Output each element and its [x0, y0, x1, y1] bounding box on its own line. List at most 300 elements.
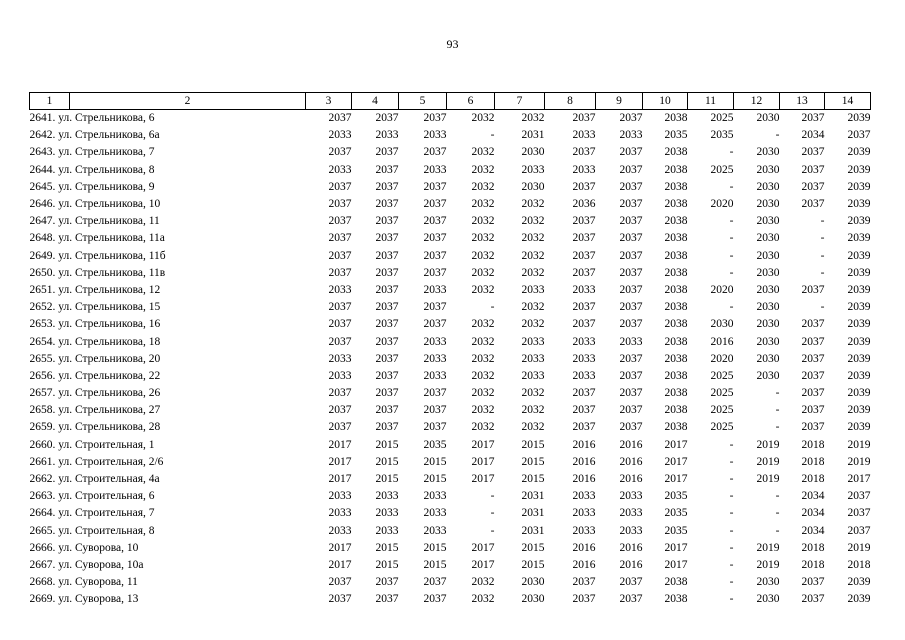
year-cell: 2035 [664, 507, 688, 520]
table-row [30, 265, 871, 282]
column-header: 5 [399, 93, 447, 110]
year-cell: - [775, 421, 780, 434]
year-cell: 2033 [572, 490, 596, 503]
year-cell: 2033 [328, 129, 352, 142]
year-cell: 2037 [328, 146, 352, 159]
year-cell: - [729, 490, 734, 503]
table-row [30, 385, 871, 402]
row-number: 2667. [29, 558, 56, 571]
street-address: ул. Стрельникова, 9 [58, 180, 155, 193]
year-cell: 2017 [664, 473, 688, 486]
year-cell: 2037 [375, 387, 399, 400]
year-cell: 2037 [801, 112, 825, 125]
table-row [30, 196, 871, 213]
year-cell: 2037 [801, 318, 825, 331]
year-cell: 2033 [423, 524, 447, 537]
year-cell: 2039 [847, 112, 871, 125]
year-cell: 2030 [756, 249, 780, 262]
year-cell: 2015 [375, 455, 399, 468]
year-cell: 2037 [328, 593, 352, 606]
table-row [30, 471, 871, 488]
year-cell: 2032 [471, 180, 495, 193]
year-cell: 2039 [847, 369, 871, 382]
year-cell: 2034 [801, 490, 825, 503]
year-cell: 2037 [572, 266, 596, 279]
year-cell: 2017 [471, 558, 495, 571]
address-cell [30, 316, 306, 333]
year-cell: 2038 [664, 369, 688, 382]
table-row [30, 419, 871, 436]
year-cell: 2038 [664, 163, 688, 176]
address-cell [30, 591, 306, 608]
street-address: ул. Стрельникова, 26 [58, 387, 161, 400]
year-cell: 2025 [710, 163, 734, 176]
year-cell: 2038 [664, 232, 688, 245]
year-cell: - [729, 576, 734, 589]
year-cell: 2015 [521, 558, 545, 571]
year-cell: 2037 [328, 232, 352, 245]
street-address: ул. Стрельникова, 28 [58, 421, 161, 434]
address-cell [30, 523, 306, 540]
year-cell: - [729, 301, 734, 314]
year-cell: 2015 [375, 541, 399, 554]
address-cell [30, 333, 306, 350]
year-cell: - [729, 215, 734, 228]
year-cell: 2037 [572, 232, 596, 245]
row-number: 2645. [29, 180, 56, 193]
year-cell: 2037 [375, 198, 399, 211]
year-cell: 2033 [423, 129, 447, 142]
year-cell: 2019 [847, 541, 871, 554]
year-cell: 2039 [847, 163, 871, 176]
year-cell: 2032 [471, 266, 495, 279]
year-cell: - [775, 507, 780, 520]
year-cell: 2037 [423, 404, 447, 417]
year-cell: 2033 [572, 163, 596, 176]
year-cell: 2037 [572, 301, 596, 314]
year-cell: 2032 [471, 369, 495, 382]
year-cell: 2032 [471, 404, 495, 417]
column-header: 9 [596, 93, 643, 110]
year-cell: 2037 [328, 180, 352, 193]
year-cell: 2020 [710, 352, 734, 365]
year-cell: 2037 [375, 163, 399, 176]
year-cell: 2032 [521, 215, 545, 228]
year-cell: 2033 [619, 507, 643, 520]
street-address: ул. Стрельникова, 6а [58, 129, 160, 142]
year-cell: 2038 [664, 404, 688, 417]
year-cell: 2032 [521, 318, 545, 331]
year-cell: 2033 [423, 163, 447, 176]
year-cell: 2037 [801, 283, 825, 296]
year-cell: 2018 [801, 473, 825, 486]
year-cell: 2037 [375, 318, 399, 331]
year-cell: 2033 [572, 335, 596, 348]
year-cell: 2025 [710, 404, 734, 417]
year-cell: 2032 [521, 387, 545, 400]
year-cell: 2037 [423, 112, 447, 125]
year-cell: - [775, 387, 780, 400]
year-cell: 2037 [619, 421, 643, 434]
year-cell: 2019 [756, 541, 780, 554]
year-cell: 2019 [756, 455, 780, 468]
year-cell: 2025 [710, 387, 734, 400]
row-number: 2657. [29, 387, 56, 400]
table-row [30, 574, 871, 591]
year-cell: - [729, 455, 734, 468]
year-cell: 2031 [521, 129, 545, 142]
year-cell: 2037 [619, 215, 643, 228]
row-number: 2641. [29, 112, 56, 125]
table-row [30, 127, 871, 144]
row-number: 2643. [29, 146, 56, 159]
year-cell: 2015 [375, 558, 399, 571]
column-header: 1 [30, 93, 70, 110]
year-cell: 2030 [521, 180, 545, 193]
row-number: 2654. [29, 335, 56, 348]
year-cell: 2033 [521, 352, 545, 365]
year-cell: 2019 [847, 455, 871, 468]
year-cell: - [490, 129, 495, 142]
year-cell: 2032 [521, 421, 545, 434]
year-cell: 2037 [619, 404, 643, 417]
year-cell: 2037 [801, 593, 825, 606]
street-address: ул. Суворова, 10 [58, 541, 139, 554]
year-cell: 2037 [328, 215, 352, 228]
year-cell: 2037 [572, 180, 596, 193]
year-cell: 2017 [328, 455, 352, 468]
address-cell [30, 144, 306, 161]
year-cell: 2037 [423, 318, 447, 331]
year-cell: 2020 [710, 283, 734, 296]
year-cell: 2016 [619, 558, 643, 571]
year-cell: - [729, 249, 734, 262]
year-cell: 2037 [801, 404, 825, 417]
year-cell: 2037 [375, 593, 399, 606]
year-cell: 2037 [375, 352, 399, 365]
year-cell: 2038 [664, 352, 688, 365]
year-cell: 2039 [847, 301, 871, 314]
year-cell: 2030 [710, 318, 734, 331]
year-cell: 2039 [847, 335, 871, 348]
year-cell: 2038 [664, 266, 688, 279]
year-cell: 2017 [328, 541, 352, 554]
year-cell: 2038 [664, 180, 688, 193]
year-cell: - [490, 490, 495, 503]
street-address: ул. Суворова, 13 [58, 593, 139, 606]
year-cell: 2015 [521, 455, 545, 468]
year-cell: 2037 [572, 421, 596, 434]
street-address: ул. Стрельникова, 27 [58, 404, 161, 417]
street-address: ул. Строительная, 1 [58, 438, 155, 451]
year-cell: 2037 [328, 266, 352, 279]
year-cell: 2033 [328, 163, 352, 176]
street-address: ул. Стрельникова, 22 [58, 369, 161, 382]
address-cell [30, 471, 306, 488]
address-cell [30, 179, 306, 196]
row-number: 2647. [29, 215, 56, 228]
row-number: 2644. [29, 163, 56, 176]
year-cell: 2037 [801, 576, 825, 589]
year-cell: 2039 [847, 421, 871, 434]
year-cell: 2037 [619, 387, 643, 400]
year-cell: 2025 [710, 112, 734, 125]
street-address: ул. Суворова, 10а [58, 558, 144, 571]
column-header: 14 [825, 93, 871, 110]
year-cell: 2032 [521, 404, 545, 417]
year-cell: - [729, 473, 734, 486]
year-cell: 2015 [423, 558, 447, 571]
year-cell: 2017 [847, 473, 871, 486]
year-cell: 2037 [375, 421, 399, 434]
address-cell [30, 505, 306, 522]
year-cell: 2038 [664, 249, 688, 262]
column-header: 6 [447, 93, 495, 110]
year-cell: 2037 [572, 215, 596, 228]
address-cell [30, 196, 306, 213]
year-cell: 2037 [375, 180, 399, 193]
street-address: ул. Стрельникова, 8 [58, 163, 155, 176]
year-cell: 2030 [756, 352, 780, 365]
year-cell: 2032 [521, 249, 545, 262]
table-header [30, 93, 871, 110]
year-cell: 2015 [521, 438, 545, 451]
year-cell: 2039 [847, 576, 871, 589]
year-cell: - [729, 180, 734, 193]
year-cell: 2018 [801, 558, 825, 571]
year-cell: 2033 [572, 129, 596, 142]
year-cell: 2037 [801, 369, 825, 382]
year-cell: 2037 [423, 593, 447, 606]
year-cell: - [820, 232, 825, 245]
table-row [30, 540, 871, 557]
year-cell: 2034 [801, 524, 825, 537]
year-cell: 2030 [756, 335, 780, 348]
year-cell: 2037 [801, 146, 825, 159]
year-cell: 2030 [756, 266, 780, 279]
year-cell: 2016 [572, 455, 596, 468]
year-cell: 2037 [328, 249, 352, 262]
column-header: 7 [495, 93, 545, 110]
year-cell: 2015 [423, 455, 447, 468]
table-row [30, 299, 871, 316]
year-cell: 2030 [756, 318, 780, 331]
year-cell: 2037 [328, 301, 352, 314]
address-cell [30, 557, 306, 574]
street-address: ул. Стрельникова, 20 [58, 352, 161, 365]
column-header: 3 [306, 93, 352, 110]
year-cell: 2037 [619, 301, 643, 314]
year-cell: 2033 [572, 283, 596, 296]
address-cell [30, 454, 306, 471]
year-cell: 2039 [847, 215, 871, 228]
year-cell: 2016 [572, 438, 596, 451]
address-cell [30, 213, 306, 230]
year-cell: 2033 [423, 335, 447, 348]
year-cell: 2035 [664, 524, 688, 537]
address-cell [30, 127, 306, 144]
year-cell: 2037 [328, 112, 352, 125]
table-body [30, 110, 871, 609]
year-cell: 2037 [619, 576, 643, 589]
year-cell: 2030 [521, 146, 545, 159]
year-cell: 2037 [423, 249, 447, 262]
year-cell: 2037 [572, 576, 596, 589]
year-cell: 2037 [619, 180, 643, 193]
year-cell: 2032 [471, 146, 495, 159]
year-cell: 2033 [619, 335, 643, 348]
year-cell: 2039 [847, 404, 871, 417]
year-cell: 2037 [619, 369, 643, 382]
year-cell: - [775, 524, 780, 537]
address-cell [30, 265, 306, 282]
year-cell: - [729, 558, 734, 571]
year-cell: 2037 [619, 146, 643, 159]
year-cell: 2017 [471, 473, 495, 486]
address-cell [30, 110, 306, 128]
row-number: 2661. [29, 455, 56, 468]
year-cell: 2033 [572, 524, 596, 537]
year-cell: 2032 [471, 387, 495, 400]
address-cell [30, 540, 306, 557]
street-address: ул. Стрельникова, 11б [58, 249, 166, 262]
row-number: 2655. [29, 352, 56, 365]
year-cell: 2037 [423, 180, 447, 193]
year-cell: 2033 [619, 524, 643, 537]
year-cell: 2015 [375, 473, 399, 486]
year-cell: 2033 [572, 352, 596, 365]
year-cell: 2018 [801, 541, 825, 554]
table-row [30, 230, 871, 247]
year-cell: 2016 [572, 558, 596, 571]
year-cell: 2037 [619, 266, 643, 279]
year-cell: 2032 [471, 576, 495, 589]
row-number: 2656. [29, 369, 56, 382]
year-cell: 2037 [375, 232, 399, 245]
year-cell: - [775, 490, 780, 503]
year-cell: 2033 [375, 129, 399, 142]
year-cell: 2016 [572, 541, 596, 554]
year-cell: 2030 [756, 369, 780, 382]
table-row [30, 351, 871, 368]
year-cell: 2017 [664, 455, 688, 468]
year-cell: 2037 [375, 404, 399, 417]
year-cell: 2037 [375, 301, 399, 314]
year-cell: 2015 [521, 473, 545, 486]
address-cell [30, 351, 306, 368]
year-cell: 2033 [375, 524, 399, 537]
year-cell: 2037 [328, 198, 352, 211]
table-row [30, 488, 871, 505]
year-cell: - [820, 301, 825, 314]
year-cell: 2037 [619, 352, 643, 365]
year-cell: 2037 [619, 232, 643, 245]
year-cell: 2035 [423, 438, 447, 451]
year-cell: - [729, 438, 734, 451]
row-number: 2664. [29, 507, 56, 520]
table-row [30, 213, 871, 230]
year-cell: 2038 [664, 387, 688, 400]
year-cell: 2033 [423, 369, 447, 382]
schedule-table [29, 92, 871, 608]
address-cell [30, 368, 306, 385]
table-row [30, 454, 871, 471]
year-cell: 2037 [801, 335, 825, 348]
year-cell: 2030 [521, 593, 545, 606]
year-cell: 2037 [801, 163, 825, 176]
year-cell: - [729, 232, 734, 245]
year-cell: 2037 [375, 369, 399, 382]
year-cell: 2039 [847, 318, 871, 331]
row-number: 2665. [29, 524, 56, 537]
year-cell: 2032 [471, 112, 495, 125]
year-cell: 2033 [328, 524, 352, 537]
year-cell: 2033 [328, 283, 352, 296]
year-cell: 2019 [756, 473, 780, 486]
year-cell: 2037 [375, 266, 399, 279]
year-cell: 2018 [801, 438, 825, 451]
year-cell: 2037 [423, 266, 447, 279]
year-cell: 2037 [572, 112, 596, 125]
header-row [30, 93, 871, 110]
year-cell: 2038 [664, 593, 688, 606]
street-address: ул. Стрельникова, 11 [58, 215, 160, 228]
year-cell: 2031 [521, 507, 545, 520]
year-cell: 2032 [521, 301, 545, 314]
year-cell: 2033 [328, 490, 352, 503]
row-number: 2648. [29, 232, 56, 245]
row-number: 2649. [29, 249, 56, 262]
table-row [30, 505, 871, 522]
year-cell: 2037 [328, 421, 352, 434]
year-cell: 2037 [572, 249, 596, 262]
year-cell: 2037 [572, 318, 596, 331]
row-number: 2651. [29, 283, 56, 296]
year-cell: 2037 [375, 249, 399, 262]
year-cell: 2038 [664, 198, 688, 211]
street-address: ул. Стрельникова, 18 [58, 335, 161, 348]
row-number: 2663. [29, 490, 56, 503]
year-cell: 2037 [423, 421, 447, 434]
year-cell: 2016 [619, 541, 643, 554]
year-cell: 2037 [619, 593, 643, 606]
year-cell: 2037 [847, 129, 871, 142]
year-cell: 2037 [847, 490, 871, 503]
table-row [30, 402, 871, 419]
year-cell: 2025 [710, 421, 734, 434]
year-cell: 2030 [756, 301, 780, 314]
year-cell: 2039 [847, 232, 871, 245]
row-number: 2642. [29, 129, 56, 142]
year-cell: 2030 [756, 593, 780, 606]
street-address: ул. Стрельникова, 7 [58, 146, 155, 159]
year-cell: 2033 [328, 369, 352, 382]
street-address: ул. Стрельникова, 16 [58, 318, 161, 331]
year-cell: 2034 [801, 129, 825, 142]
year-cell: 2038 [664, 146, 688, 159]
year-cell: 2037 [801, 198, 825, 211]
year-cell: - [490, 507, 495, 520]
table-row [30, 591, 871, 608]
year-cell: - [775, 404, 780, 417]
year-cell: 2032 [471, 232, 495, 245]
table-row [30, 333, 871, 350]
year-cell: 2032 [521, 198, 545, 211]
year-cell: 2037 [328, 404, 352, 417]
year-cell: 2032 [471, 215, 495, 228]
year-cell: 2039 [847, 283, 871, 296]
year-cell: 2039 [847, 146, 871, 159]
